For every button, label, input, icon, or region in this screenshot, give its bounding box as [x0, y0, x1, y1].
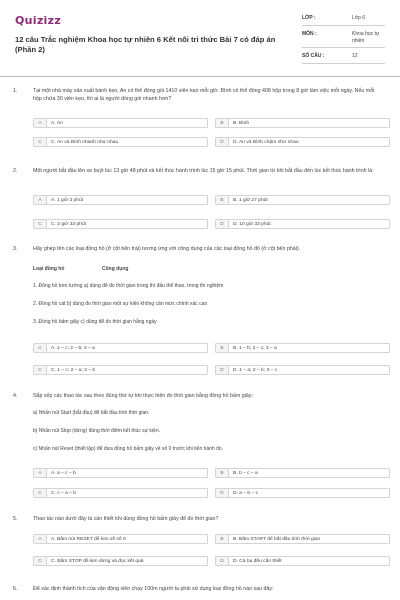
match-column-left: Loại đồng hồ	[33, 266, 65, 272]
option-a[interactable]	[33, 468, 208, 478]
meta-count-value: 12	[352, 53, 358, 59]
option-letter: A	[34, 535, 47, 543]
option-text: D. a – b – c	[233, 491, 259, 496]
meta-class-label: LỚP :	[302, 15, 316, 21]
option-letter: C	[34, 489, 47, 497]
option-a[interactable]	[33, 118, 208, 128]
option-text: C. An và Bình nhanh như nhau	[51, 140, 119, 145]
option-text: A. 1 giờ 3 phút	[51, 198, 84, 203]
option-letter: A	[34, 196, 47, 204]
option-letter: D	[216, 489, 229, 497]
option-text: D. An và Bình chậm như nhau	[233, 140, 299, 145]
option-letter: B	[216, 535, 229, 543]
option-text: B. 1 giờ 27 phút	[233, 198, 268, 203]
step-line-a: a) Nhấn nút Start (bắt đầu) để bắt đầu tính thời gian.	[33, 410, 150, 416]
option-text: D. 10 giờ 33 phút	[233, 222, 271, 227]
question-number: 1.	[13, 88, 18, 94]
option-a[interactable]	[33, 195, 208, 205]
option-letter: A	[34, 344, 47, 352]
option-text: C. c – a – b	[51, 491, 77, 496]
worksheet-header	[15, 10, 385, 73]
option-text: C. 2 giờ 33 phút	[51, 222, 87, 227]
option-letter: B	[216, 469, 229, 477]
question-number: 2.	[13, 168, 18, 174]
question-number: 4.	[13, 393, 18, 399]
option-text: D. 1 – a; 2 – b; 3 – c	[233, 368, 278, 373]
question-text: Tại một nhà máy sản xuất bánh kẹo, An có thể đóng gói 1410 viên kẹo mỗi giờ. Bình có thể đóng 408 hộp trong 8 giờ làm việc mỗi ngày. Nếu mỗi hộp chứa 30 viên kẹo, thì ai là người đóng gói nhanh hơn?	[33, 88, 375, 102]
question-number: 5.	[13, 516, 18, 522]
option-letter: C	[34, 557, 47, 565]
match-line-1: 1. Đồng hồ treo tường a) dùng để đo thời gian trong thí đấu thể thao, trong thí nghiệm	[33, 283, 224, 289]
option-d[interactable]	[215, 365, 390, 375]
option-d[interactable]	[215, 488, 390, 498]
meta-count-row	[302, 48, 385, 64]
option-text: D. Cả ba đều cần thiết	[233, 559, 282, 564]
quizizz-logo: Quizizz	[15, 14, 62, 27]
meta-subject-row	[302, 26, 385, 48]
option-text: A. a – c – b	[51, 471, 76, 476]
question-text: Thao tác nào dưới đây là cần thiết khi dùng đồng hồ bấm giây để đo thời gian?	[33, 516, 219, 522]
option-c[interactable]	[33, 488, 208, 498]
option-letter: B	[216, 196, 229, 204]
option-letter: A	[34, 119, 47, 127]
step-line-b: b) Nhấn nút Stop (dừng) đúng thời điểm kết thúc sự kiện.	[33, 428, 160, 434]
option-c[interactable]	[33, 219, 208, 229]
header-divider	[0, 76, 400, 77]
worksheet-title: 12 câu Trắc nghiệm Khoa học tự nhiên 6 Kết nối tri thức Bài 7 có đáp án (Phần 2)	[15, 35, 276, 54]
option-letter: C	[34, 366, 47, 374]
option-text: C. Bấm STOP để kim dừng và đọc kết quả	[51, 559, 144, 564]
option-text: B. b – c – a	[233, 471, 258, 476]
question-text: Để xác định thành tích của vận động viên chạy 100m người ta phải sử dụng loại đồng hồ nào sau đây:	[33, 586, 274, 592]
option-text: B. Bình	[233, 121, 250, 126]
option-text: A. An	[51, 121, 63, 126]
option-d[interactable]	[215, 219, 390, 229]
worksheet-meta	[302, 10, 385, 64]
question-text: Một người bắt đầu lên xe buýt lúc 13 giờ 48 phút và kết thúc hành trình lúc 15 giờ 15 phút. Thời gian từ khi bắt đầu đến lúc kết thúc hành trình là:	[33, 168, 374, 174]
option-c[interactable]	[33, 556, 208, 566]
option-d[interactable]	[215, 137, 390, 147]
question-text: Hãy ghép tên các loại đồng hồ (ở cột bên trái) tương ứng với công dụng của các loại đồng hồ đó (ở cột bên phải).	[33, 246, 301, 252]
option-b[interactable]	[215, 534, 390, 544]
option-letter: D	[216, 220, 229, 228]
question-number: 6.	[13, 586, 18, 592]
option-letter: B	[216, 119, 229, 127]
meta-subject-value: Khoa học tự nhiên	[352, 31, 380, 44]
meta-subject-label: MÔN :	[302, 31, 317, 37]
option-letter: D	[216, 557, 229, 565]
meta-count-label: SỐ CÂU :	[302, 53, 325, 59]
option-letter: D	[216, 366, 229, 374]
option-d[interactable]	[215, 556, 390, 566]
option-c[interactable]	[33, 137, 208, 147]
option-b[interactable]	[215, 343, 390, 353]
option-letter: A	[34, 469, 47, 477]
question-number: 3.	[13, 246, 18, 252]
option-text: B. 1 – b; 2 – c; 3 – a	[233, 346, 277, 351]
match-line-2: 2. Đồng hồ cát b) dùng đo thời gian một sự kiện không cần mức chính xác cao	[33, 301, 208, 307]
option-b[interactable]	[215, 195, 390, 205]
option-text: A. Bấm nút RESET để kim về số 0	[51, 537, 126, 542]
option-b[interactable]	[215, 468, 390, 478]
step-line-c: c) Nhấn nút Reset (thiết lập) để đưa đồng hồ bấm giây về số 0 trước khi tiến hành đo.	[33, 446, 224, 452]
option-letter: C	[34, 138, 47, 146]
option-b[interactable]	[215, 118, 390, 128]
option-letter: D	[216, 138, 229, 146]
match-column-right: Công dụng	[102, 266, 129, 272]
meta-class-value: Lớp 6	[352, 15, 366, 21]
meta-class-row	[302, 10, 385, 26]
option-text: C. 1 – c; 2 – a; 3 – b	[51, 368, 96, 373]
match-line-3: 3. Đồng hồ bấm giây c) dùng để đo thời gian hằng ngày	[33, 319, 157, 325]
option-c[interactable]	[33, 365, 208, 375]
option-letter: B	[216, 344, 229, 352]
option-a[interactable]	[33, 534, 208, 544]
option-letter: C	[34, 220, 47, 228]
option-text: B. Bấm START để bắt đầu tính thời gian	[233, 537, 321, 542]
question-text: Sắp xếp các thao tác sau theo đúng thứ tự khi thực hiện đo thời gian bằng đồng hồ bấm giây:	[33, 393, 253, 399]
option-a[interactable]	[33, 343, 208, 353]
option-text: A. 1 – c; 2 – b; 3 – a	[51, 346, 95, 351]
